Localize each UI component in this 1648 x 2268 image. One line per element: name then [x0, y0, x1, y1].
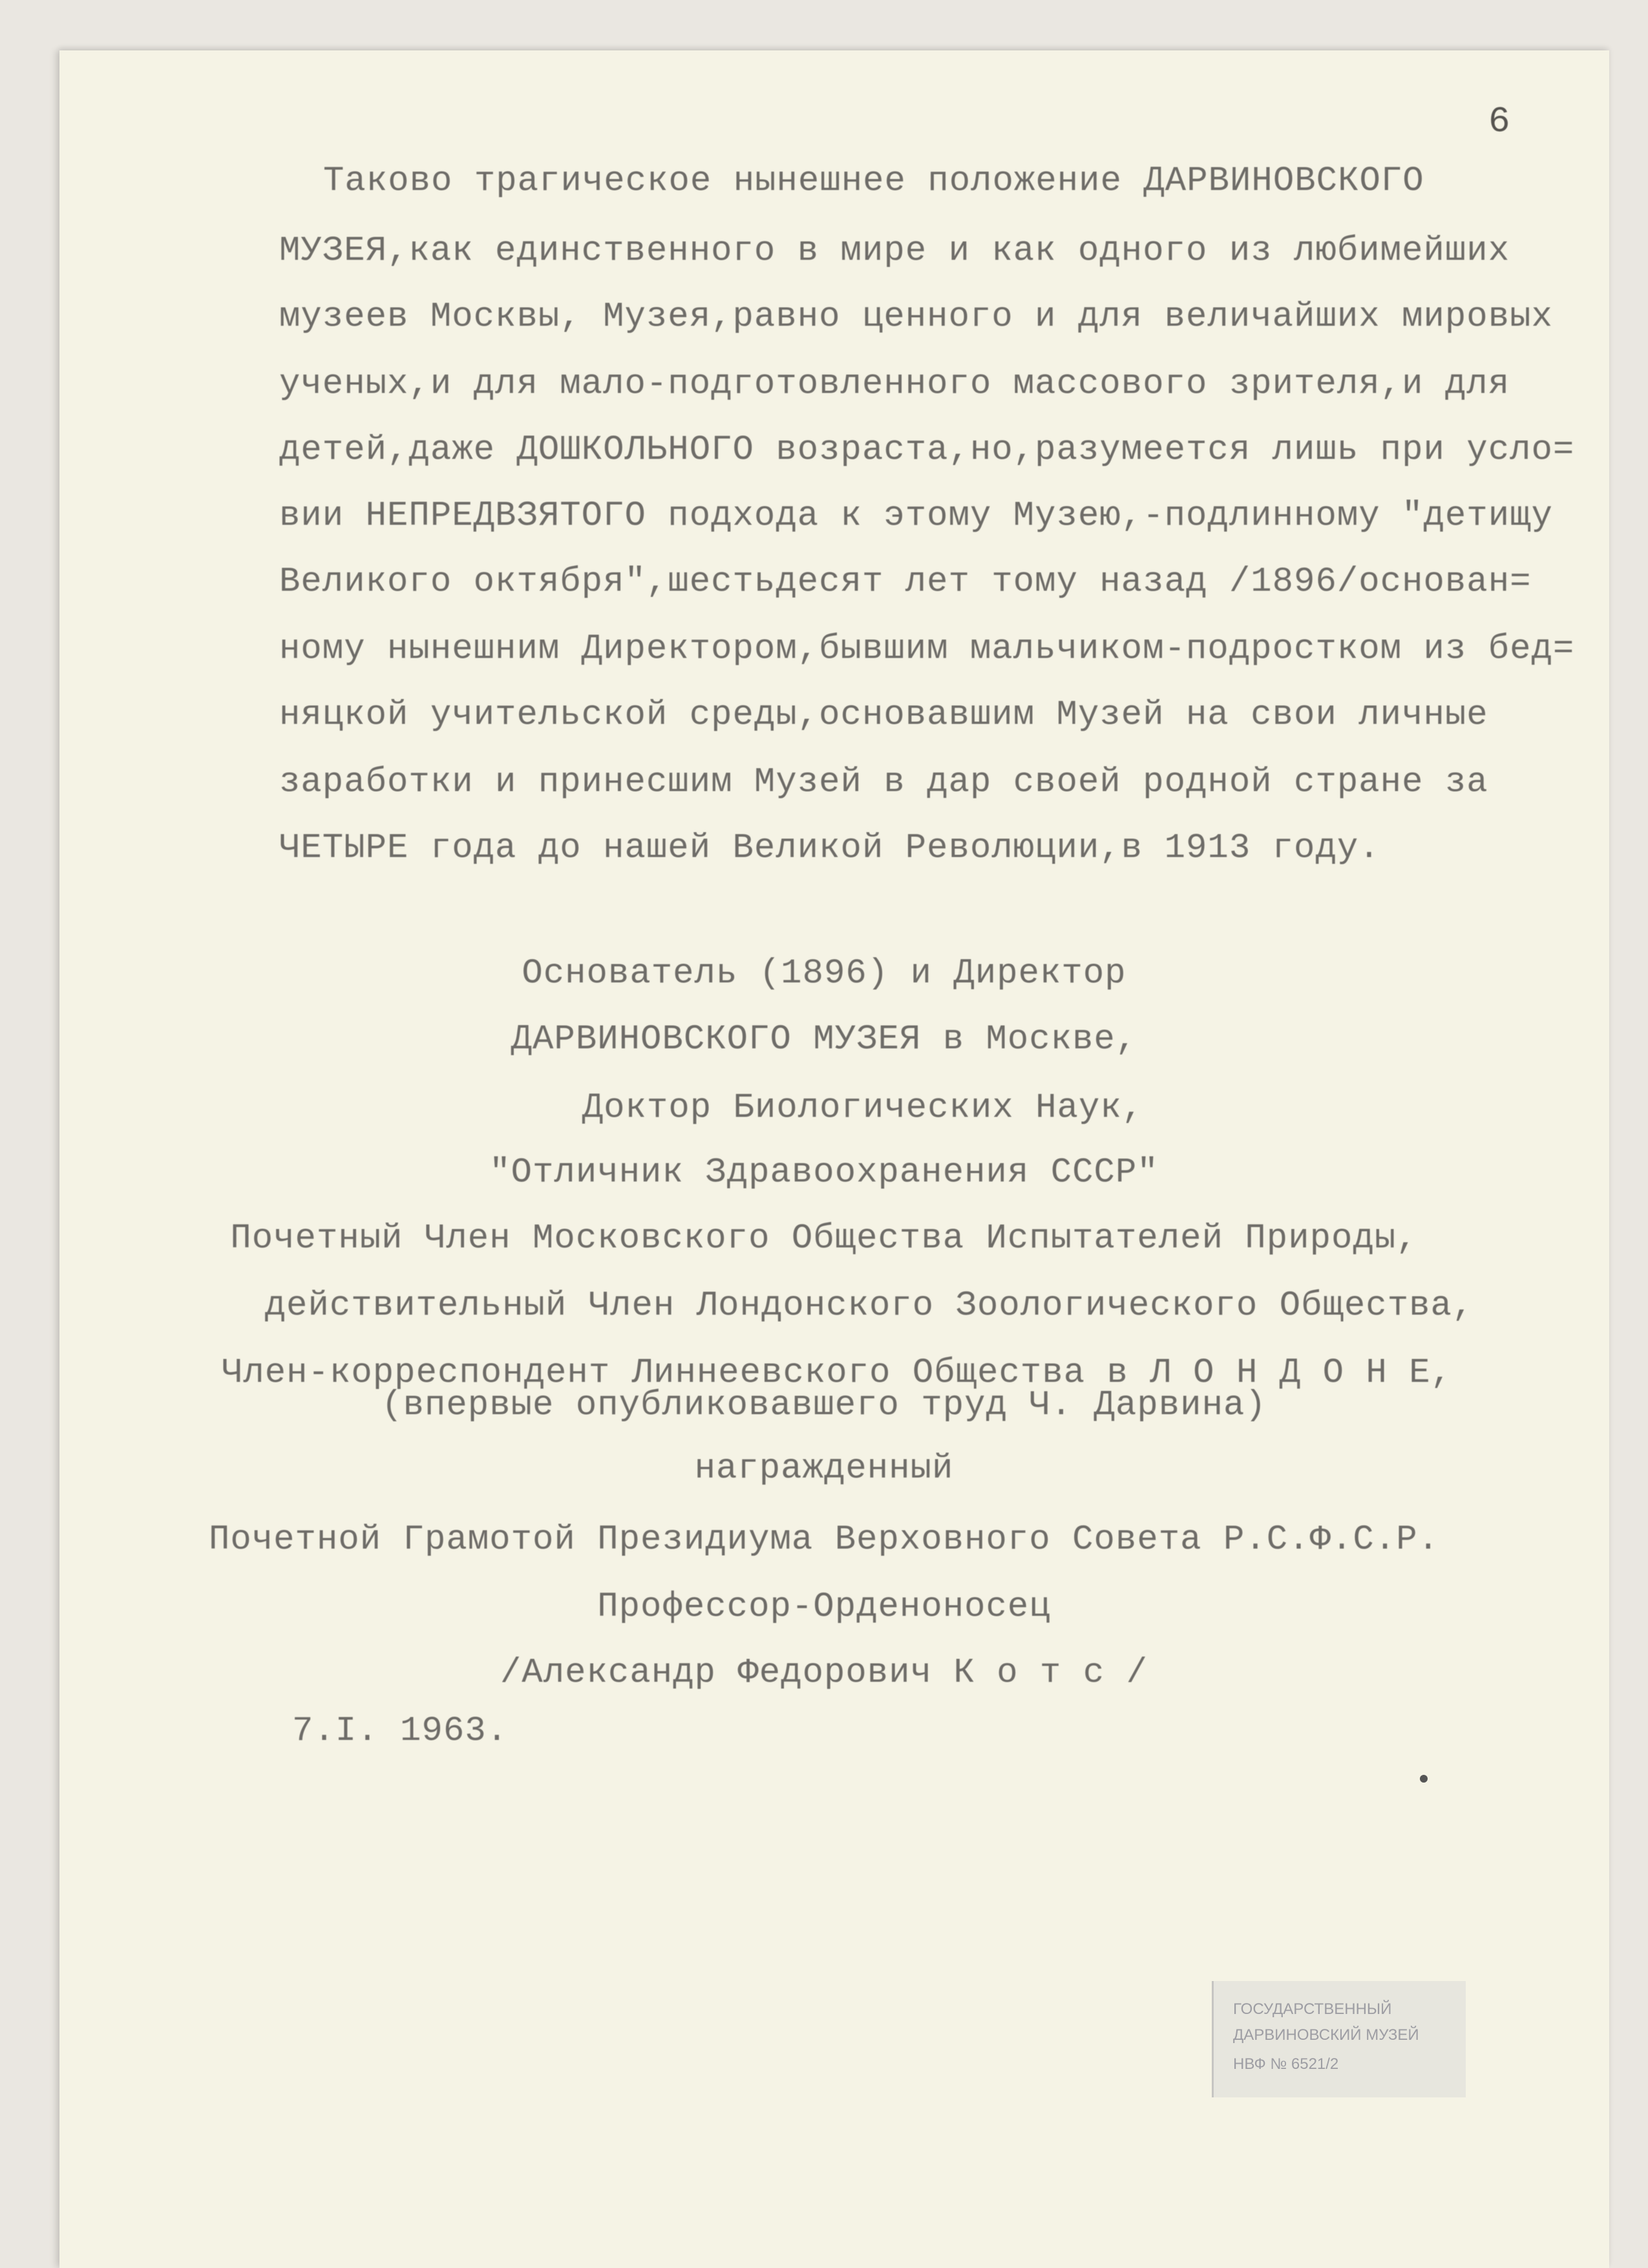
membership-line: Почетный Член Московского Общества Испытателей Природы,: [230, 1219, 1418, 1258]
document-date: 7.I. 1963.: [292, 1712, 509, 1751]
page-number: 6: [1488, 101, 1511, 142]
founder-title: Основатель (1896) и Директор: [522, 954, 1126, 993]
membership-line: Член-корреспондент Линнеевского Общества в Л О Н Д О Н Е,: [221, 1353, 1453, 1393]
professor-title: Профессор-Орденоносец: [597, 1587, 1051, 1627]
ink-dot: [1420, 1775, 1428, 1783]
membership-note: (впервые опубликовавшего труд Ч. Дарвина): [381, 1386, 1267, 1425]
body-line: Великого октября",шестьдесят лет тому назад /1896/основан=: [279, 562, 1532, 602]
body-line: ученых,и для мало-подготовленного массового зрителя,и для: [279, 365, 1510, 404]
awarded-label: награжденный: [694, 1449, 954, 1489]
body-line: Таково трагическое нынешнее положение ДАРВИНОВСКОГО: [323, 162, 1424, 201]
body-line: МУЗЕЯ,как единственного в мире и как одного из любимейших: [279, 231, 1510, 271]
body-line: вии НЕПРЕДВЗЯТОГО подхода к этому Музею,-подлинному "детищу: [279, 496, 1553, 536]
body-line: ному нынешним Директором,бывшим мальчиком-подростком из бед=: [279, 630, 1575, 669]
signature-name: /Александр Федорович К о т с /: [500, 1653, 1148, 1693]
stamp-line: ДАРВИНОВСКИЙ МУЗЕЙ: [1233, 2026, 1419, 2044]
stamp-line: ГОСУДАРСТВЕННЫЙ: [1233, 2000, 1392, 2018]
body-line: ЧЕТЫРЕ года до нашей Великой Революции,в 1913 году.: [279, 829, 1380, 868]
award-title: "Отличник Здравоохранения СССР": [489, 1153, 1159, 1192]
award-line: Почетной Грамотой Президиума Верховного Совета Р.С.Ф.С.Р.: [208, 1520, 1440, 1560]
body-line: няцкой учительской среды,основавшим Музей на свои личные: [279, 695, 1488, 735]
archive-stamp: [1212, 1981, 1466, 2097]
museum-name: ДАРВИНОВСКОГО МУЗЕЯ в Москве,: [511, 1020, 1137, 1059]
body-line: музеев Москвы, Музея,равно ценного и для величайших мировых: [279, 297, 1553, 337]
body-line: заработки и принесшим Музей в дар своей родной стране за: [279, 763, 1488, 802]
degree: Доктор Биологических Наук,: [582, 1088, 1144, 1128]
stamp-line: НВФ № 6521/2: [1233, 2055, 1339, 2073]
membership-line: действительный Член Лондонского Зоологического Общества,: [264, 1286, 1474, 1326]
body-line: детей,даже ДОШКОЛЬНОГО возраста,но,разумеется лишь при усло=: [279, 430, 1575, 470]
